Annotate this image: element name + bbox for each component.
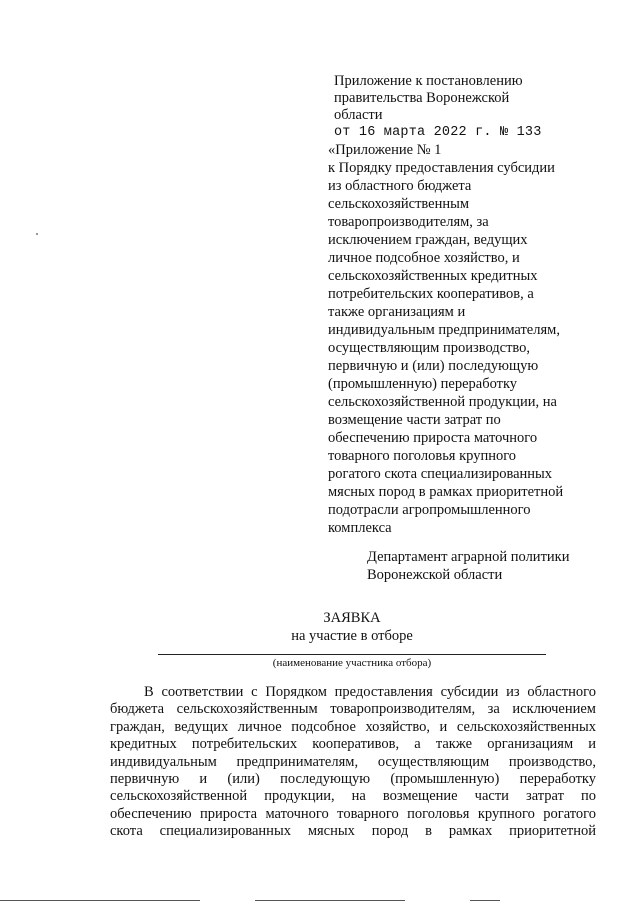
document-title: ЗАЯВКА — [323, 610, 381, 626]
body-line: В соответствии с Порядком предоставления субсидии из областного — [144, 684, 596, 700]
application-body — [110, 684, 596, 841]
annex-line: потребительских кооперативов, а — [328, 286, 534, 302]
body-line: граждан, ведущих личное подсобное хозяйство, и сельскохозяйственных — [110, 718, 596, 735]
approval-line: Приложение к постановлению — [334, 73, 523, 89]
annex-line: рогатого скота специализированных — [328, 466, 553, 482]
approval-line: правительства Воронежской — [334, 90, 510, 106]
annex-line: подотрасли агропромышленного — [328, 502, 531, 518]
annex-line: личное подсобное хозяйство, и — [328, 250, 520, 266]
approval-line: области — [334, 107, 383, 123]
annex-line: товаропроизводителям, за — [328, 214, 489, 230]
annex-line: (промышленную) переработку — [328, 376, 518, 392]
annex-line: сельскохозяйственной продукции, на — [328, 394, 557, 410]
participant-caption: (наименование участника отбора) — [272, 657, 432, 669]
annex-line: возмещение части затрат по — [328, 412, 501, 428]
body-line: сельскохозяйственной продукции, на возмещение части затрат по — [110, 788, 596, 805]
annex-line: комплекса — [328, 520, 392, 536]
addressee-line: Департамент аграрной политики — [367, 549, 570, 565]
body-line: индивидуальным предпринимателям, осуществляющим производство, — [110, 753, 596, 770]
annex-line: индивидуальным предпринимателям, — [328, 322, 560, 338]
annex-line: исключением граждан, ведущих — [328, 232, 528, 248]
annex-line: «Приложение № 1 — [328, 142, 442, 158]
scan-speck — [36, 233, 38, 235]
annex-line: осуществляющим производство, — [328, 340, 531, 356]
body-line: скота специализированных мясных пород в рамках приоритетной — [110, 823, 596, 840]
body-line: бюджета сельскохозяйственным товаропроизводителям, за исключением — [110, 701, 596, 718]
annex-line: к Порядку предоставления субсидии — [328, 160, 555, 176]
annex-line: сельскохозяйственных кредитных — [328, 268, 538, 284]
document-subtitle: на участие в отборе — [291, 628, 413, 644]
annex-line: из областного бюджета — [328, 178, 472, 194]
body-line: первичную и (или) последующую (промышленную) переработку — [110, 771, 596, 788]
body-line: обеспечению прироста маточного товарного поголовья крупного рогатого — [110, 805, 596, 822]
annex-line: обеспечению прироста маточного — [328, 430, 538, 446]
approval-date-number: от 16 марта 2022 г. № 133 — [334, 125, 542, 140]
body-line: кредитных потребительских кооперативов, а также организациям и — [110, 736, 596, 753]
scan-edge-line — [255, 900, 405, 901]
annex-line: также организациям и — [328, 304, 466, 320]
scan-edge-line — [0, 900, 200, 901]
participant-name-line — [158, 654, 546, 655]
annex-line: первичную и (или) последующую — [328, 358, 539, 374]
scan-edge-line — [470, 900, 500, 901]
annex-line: товарного поголовья крупного — [328, 448, 517, 464]
addressee-line: Воронежской области — [367, 567, 503, 583]
annex-line: мясных пород в рамках приоритетной — [328, 484, 564, 500]
annex-line: сельскохозяйственным — [328, 196, 470, 212]
